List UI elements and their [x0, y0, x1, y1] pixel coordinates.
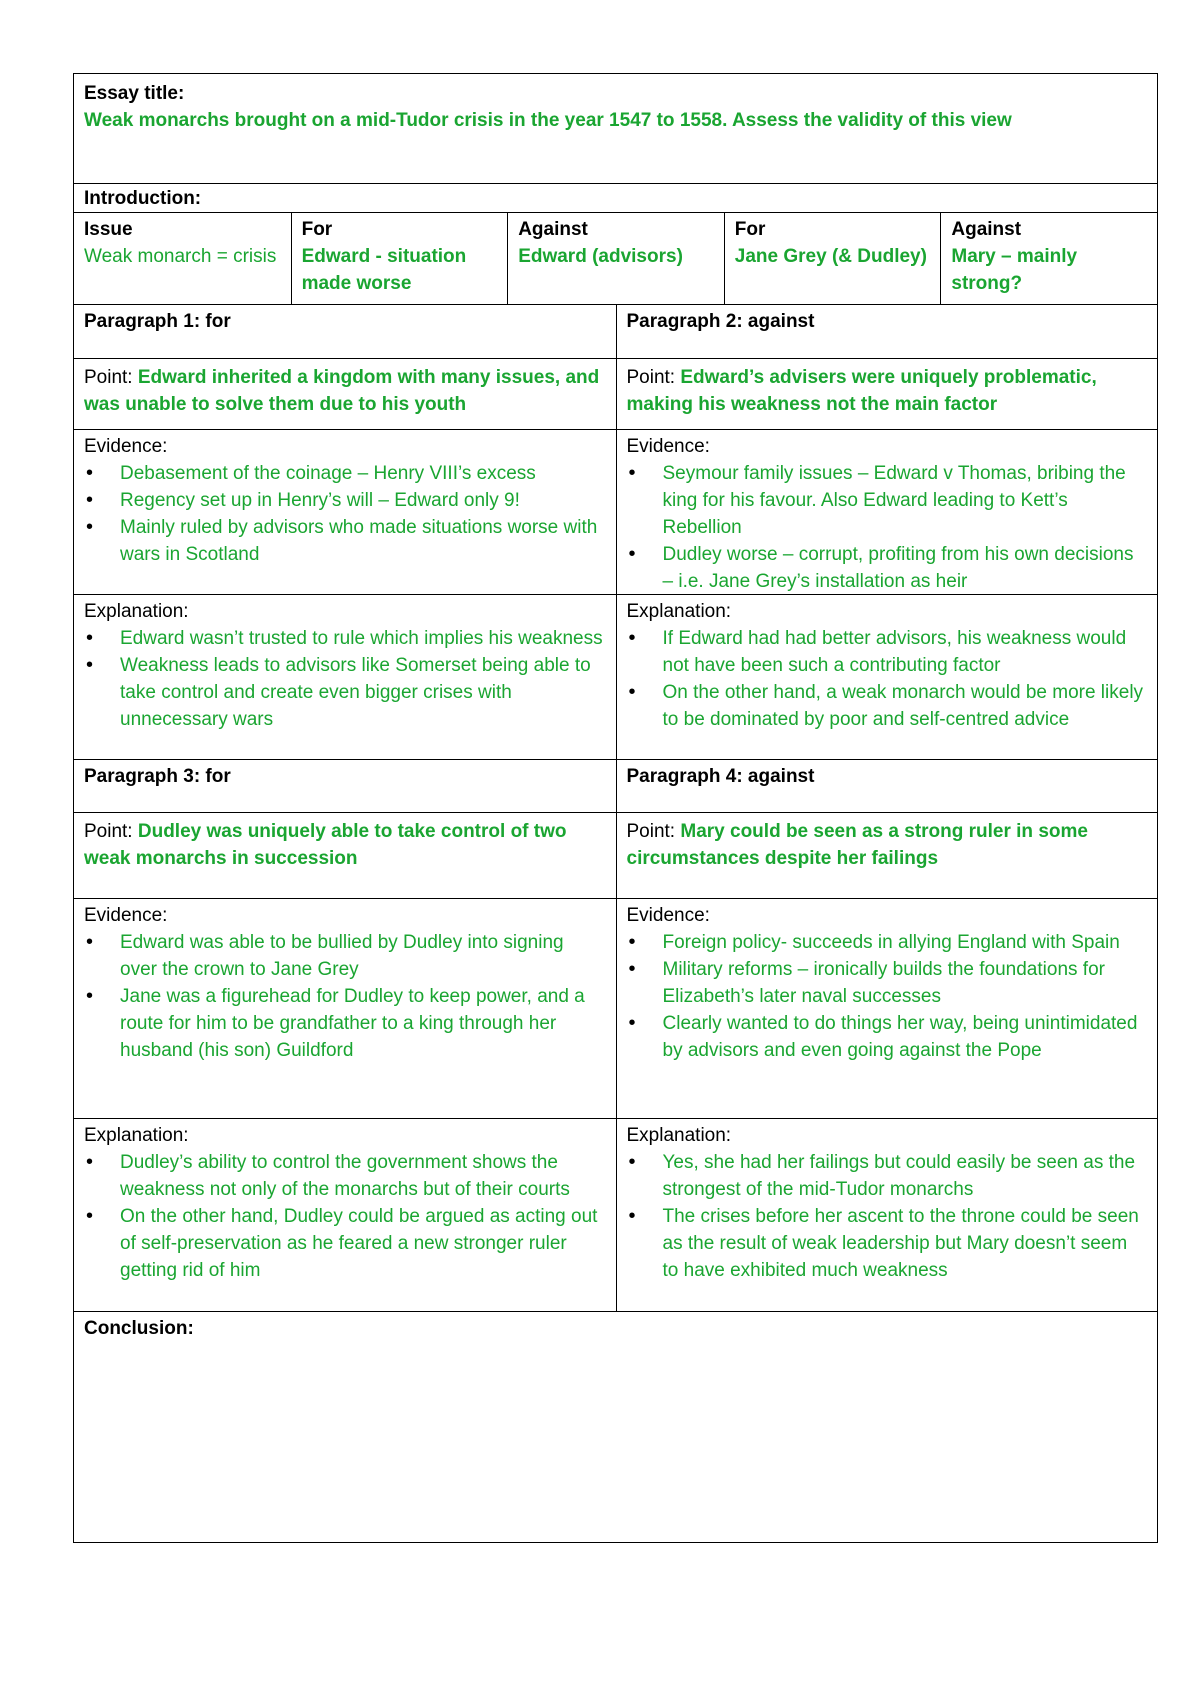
essay-title-cell [74, 74, 1157, 183]
evidence-item: • Regency set up in Henry’s will – Edward only 9! [84, 487, 606, 514]
paragraph-2-heading: Paragraph 2: against [616, 305, 1158, 358]
intro-column-for-edward [291, 213, 508, 304]
point-text: Dudley was uniquely able to take control of two weak monarchs in succession [84, 821, 567, 869]
evidence-list [84, 929, 606, 1064]
paragraph-3-evidence [74, 899, 616, 1118]
point-label: Point: [84, 367, 133, 388]
evidence-list [627, 929, 1148, 1064]
evidence-label: Evidence: [626, 436, 710, 457]
essay-plan-table [73, 73, 1158, 1543]
paragraph-1-evidence [74, 430, 616, 594]
intro-column-value: Weak monarch = crisis [84, 246, 277, 267]
explanation-item: • Weakness leads to advisors like Somerset being able to take control and create even bigger crises with unnecessary wars [84, 652, 606, 733]
explanation-item: • Yes, she had her failings but could easily be seen as the strongest of the mid-Tudor monarchs [627, 1149, 1148, 1203]
explanation-label: Explanation: [84, 601, 189, 622]
explanation-label: Explanation: [626, 601, 732, 622]
paragraph-3-point [74, 813, 616, 898]
paragraph-1-explanation [74, 595, 616, 759]
explanation-label: Explanation: [84, 1125, 189, 1146]
point-text: Mary could be seen as a strong ruler in some circumstances despite her failings [626, 821, 1088, 869]
explanation-item: • Edward wasn’t trusted to rule which implies his weakness [84, 625, 606, 652]
evidence-label: Evidence: [626, 905, 710, 926]
evidence-item: • Dudley worse – corrupt, profiting from his own decisions – i.e. Jane Grey’s installation as heir [627, 541, 1148, 594]
evidence-item: • Military reforms – ironically builds the foundations for Elizabeth’s later naval successes [627, 956, 1148, 1010]
intro-column-value: Mary – mainly strong? [951, 246, 1078, 294]
explanation-item: • On the other hand, a weak monarch would be more likely to be dominated by poor and self-centred advice [627, 679, 1148, 733]
point-label: Point: [84, 821, 133, 842]
intro-column-for-jane [724, 213, 941, 304]
explanation-item: • The crises before her ascent to the throne could be seen as the result of weak leadership but Mary doesn’t seem to have exhibited much weakness [627, 1203, 1148, 1284]
essay-title-text: Weak monarchs brought on a mid-Tudor crisis in the year 1547 to 1558. Assess the validity of this view [84, 110, 1012, 131]
evidence-item: • Jane was a figurehead for Dudley to keep power, and a route for him to be grandfather to a king through her husband (his son) Guildford [84, 983, 606, 1064]
evidence-row-1 [73, 430, 1158, 595]
paragraph-2-explanation [616, 595, 1158, 759]
intro-column-issue [74, 213, 291, 304]
paragraph-3-heading: Paragraph 3: for [84, 766, 231, 787]
intro-column-heading: Against [951, 219, 1022, 240]
evidence-item: • Edward was able to be bullied by Dudley into signing over the crown to Jane Grey [84, 929, 606, 983]
evidence-row-2 [73, 899, 1158, 1119]
essay-title-row [73, 73, 1158, 184]
evidence-label: Evidence: [84, 436, 168, 457]
paragraph-4-point [616, 813, 1158, 898]
paragraph-heading-row-2 [73, 760, 1158, 813]
explanation-list [84, 625, 606, 733]
point-label: Point: [626, 821, 676, 842]
conclusion-label: Conclusion: [84, 1318, 194, 1339]
evidence-list [84, 460, 606, 568]
point-row-1 [73, 359, 1158, 430]
explanation-row-2 [73, 1119, 1158, 1312]
point-text: Edward’s advisers were uniquely problematic, making his weakness not the main factor [626, 367, 1097, 415]
intro-column-heading: For [734, 219, 766, 240]
paragraph-2-evidence [616, 430, 1158, 594]
paragraph-2-point [616, 359, 1158, 429]
evidence-item: • Clearly wanted to do things her way, being unintimidated by advisors and even going against the Pope [627, 1010, 1148, 1064]
introduction-label: Introduction: [84, 188, 202, 209]
intro-column-value: Edward - situation made worse [301, 246, 467, 294]
introduction-label-row [73, 184, 1158, 213]
paragraph-4-heading: Paragraph 4: against [616, 760, 1158, 812]
point-row-2 [73, 813, 1158, 899]
explanation-item: • Dudley’s ability to control the government shows the weakness not only of the monarchs but of their courts [84, 1149, 606, 1203]
explanation-list [627, 1149, 1148, 1284]
intro-column-against-mary [940, 213, 1157, 304]
evidence-list [627, 460, 1148, 594]
introduction-columns-row [73, 213, 1158, 305]
paragraph-4-explanation [616, 1119, 1158, 1311]
intro-column-value: Jane Grey (& Dudley) [734, 246, 927, 267]
essay-title-label: Essay title: [84, 83, 185, 104]
intro-column-against-edward [507, 213, 724, 304]
explanation-label: Explanation: [626, 1125, 732, 1146]
point-label: Point: [626, 367, 676, 388]
explanation-list [84, 1149, 606, 1284]
evidence-item: • Mainly ruled by advisors who made situations worse with wars in Scotland [84, 514, 606, 568]
evidence-item: • Debasement of the coinage – Henry VIII’s excess [84, 460, 606, 487]
explanation-item: • On the other hand, Dudley could be argued as acting out of self-preservation as he feared a new stronger ruler getting rid of him [84, 1203, 606, 1284]
explanation-item: • If Edward had had better advisors, his weakness would not have been such a contributing factor [627, 625, 1148, 679]
paragraph-3-explanation [74, 1119, 616, 1311]
conclusion-row [73, 1312, 1158, 1543]
intro-column-value: Edward (advisors) [518, 246, 683, 267]
paragraph-heading-row-1 [73, 305, 1158, 359]
evidence-item: • Seymour family issues – Edward v Thomas, bribing the king for his favour. Also Edward leading to Kett’s Rebellion [627, 460, 1148, 541]
intro-column-heading: Against [518, 219, 588, 240]
paragraph-4-evidence [616, 899, 1158, 1118]
point-text: Edward inherited a kingdom with many issues, and was unable to solve them due to his youth [84, 367, 600, 415]
explanation-list [627, 625, 1148, 733]
paragraph-1-point [74, 359, 616, 429]
intro-column-heading: Issue [84, 219, 133, 240]
intro-column-heading: For [301, 219, 333, 240]
explanation-row-1 [73, 595, 1158, 760]
evidence-item: • Foreign policy- succeeds in allying England with Spain [627, 929, 1148, 956]
evidence-label: Evidence: [84, 905, 168, 926]
paragraph-1-heading: Paragraph 1: for [84, 311, 231, 332]
